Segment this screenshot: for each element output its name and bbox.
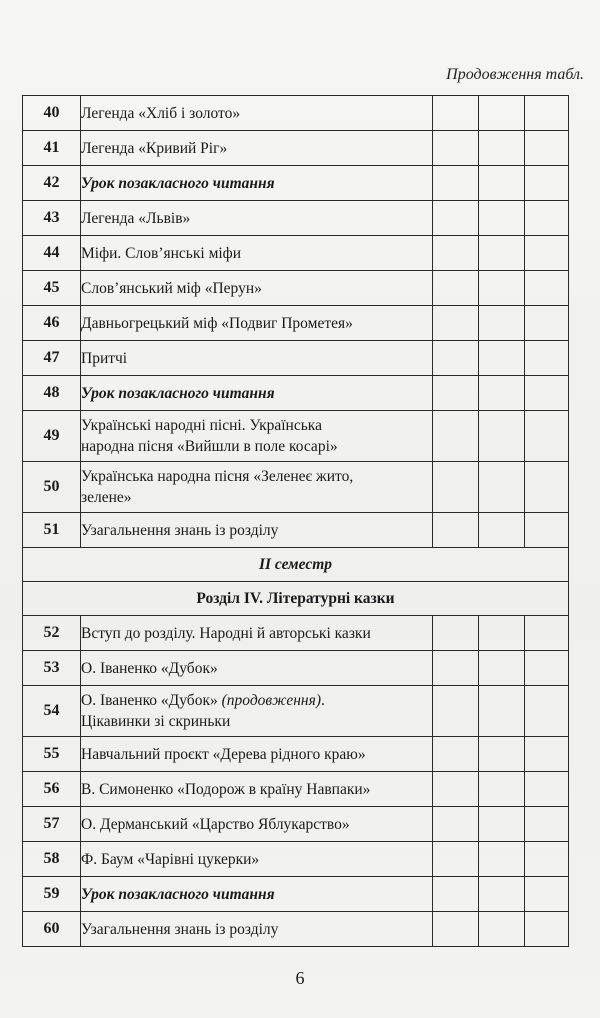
lesson-number: 53 bbox=[23, 651, 81, 686]
lesson-number: 49 bbox=[23, 411, 81, 462]
table-row bbox=[23, 306, 569, 341]
empty-cell bbox=[525, 513, 569, 548]
empty-cell bbox=[433, 131, 479, 166]
empty-cell bbox=[433, 772, 479, 807]
empty-cell bbox=[525, 912, 569, 947]
empty-cell bbox=[433, 616, 479, 651]
lesson-number: 45 bbox=[23, 271, 81, 306]
empty-cell bbox=[433, 651, 479, 686]
empty-cell bbox=[479, 271, 525, 306]
topic-line: народна пісня «Вийшли в поле косарі» bbox=[81, 438, 338, 455]
lesson-topic: Легенда «Львів» bbox=[81, 201, 433, 236]
empty-cell bbox=[479, 807, 525, 842]
empty-cell bbox=[479, 166, 525, 201]
topic-line: Цікавинки зі скриньки bbox=[81, 713, 231, 730]
empty-cell bbox=[479, 306, 525, 341]
empty-cell bbox=[525, 772, 569, 807]
lesson-number: 51 bbox=[23, 513, 81, 548]
lesson-topic: Давньогрецький міф «Подвиг Прометея» bbox=[81, 306, 433, 341]
empty-cell bbox=[525, 842, 569, 877]
empty-cell bbox=[479, 236, 525, 271]
empty-cell bbox=[433, 236, 479, 271]
lesson-number: 43 bbox=[23, 201, 81, 236]
table-row bbox=[23, 686, 569, 737]
empty-cell bbox=[525, 166, 569, 201]
empty-cell bbox=[479, 877, 525, 912]
empty-cell bbox=[433, 411, 479, 462]
section-row bbox=[23, 582, 569, 616]
empty-cell bbox=[433, 271, 479, 306]
empty-cell bbox=[479, 842, 525, 877]
lesson-number: 54 bbox=[23, 686, 81, 737]
lesson-number: 47 bbox=[23, 341, 81, 376]
lesson-topic: Легенда «Кривий Ріг» bbox=[81, 131, 433, 166]
empty-cell bbox=[433, 341, 479, 376]
lesson-number: 52 bbox=[23, 616, 81, 651]
lesson-number: 55 bbox=[23, 737, 81, 772]
empty-cell bbox=[433, 96, 479, 131]
empty-cell bbox=[525, 96, 569, 131]
empty-cell bbox=[479, 96, 525, 131]
empty-cell bbox=[433, 166, 479, 201]
lesson-number: 58 bbox=[23, 842, 81, 877]
lesson-number: 44 bbox=[23, 236, 81, 271]
empty-cell bbox=[525, 411, 569, 462]
lesson-topic: Притчі bbox=[81, 341, 433, 376]
empty-cell bbox=[433, 737, 479, 772]
lesson-number: 46 bbox=[23, 306, 81, 341]
empty-cell bbox=[525, 462, 569, 513]
lesson-number: 57 bbox=[23, 807, 81, 842]
table-row bbox=[23, 236, 569, 271]
lesson-topic bbox=[81, 462, 433, 513]
page-number: 6 bbox=[295, 968, 305, 988]
empty-cell bbox=[433, 686, 479, 737]
empty-cell bbox=[433, 376, 479, 411]
lesson-topic: Урок позакласного читання bbox=[81, 877, 433, 912]
empty-cell bbox=[525, 306, 569, 341]
lesson-topic: Навчальний проєкт «Дерева рідного краю» bbox=[81, 737, 433, 772]
lesson-topic: Слов’янський міф «Перун» bbox=[81, 271, 433, 306]
empty-cell bbox=[525, 341, 569, 376]
lesson-number: 60 bbox=[23, 912, 81, 947]
table-row bbox=[23, 513, 569, 548]
topic-line: Українська народна пісня «Зеленеє жито, bbox=[81, 468, 354, 485]
empty-cell bbox=[525, 651, 569, 686]
empty-cell bbox=[525, 877, 569, 912]
topic-line: зелене» bbox=[81, 489, 132, 506]
empty-cell bbox=[525, 131, 569, 166]
empty-cell bbox=[525, 686, 569, 737]
empty-cell bbox=[479, 462, 525, 513]
empty-cell bbox=[433, 462, 479, 513]
lesson-topic: Урок позакласного читання bbox=[81, 166, 433, 201]
lesson-number: 59 bbox=[23, 877, 81, 912]
topic-continuation-note: (продовження) bbox=[221, 692, 321, 709]
empty-cell bbox=[525, 807, 569, 842]
empty-cell bbox=[479, 131, 525, 166]
lesson-number: 40 bbox=[23, 96, 81, 131]
topic-text: О. Іваненко «Дубок» bbox=[81, 692, 222, 709]
section-heading: Розділ IV. Літературні казки bbox=[23, 582, 569, 616]
topic-punct: . bbox=[320, 692, 325, 709]
topic-line: Українські народні пісні. Українська bbox=[81, 417, 322, 434]
lesson-plan-table bbox=[22, 95, 569, 947]
table-row bbox=[23, 166, 569, 201]
empty-cell bbox=[479, 513, 525, 548]
empty-cell bbox=[433, 306, 479, 341]
lesson-topic: Урок позакласного читання bbox=[81, 376, 433, 411]
continuation-note: Продовження табл. bbox=[446, 66, 584, 83]
lesson-number: 48 bbox=[23, 376, 81, 411]
empty-cell bbox=[433, 807, 479, 842]
empty-cell bbox=[479, 616, 525, 651]
table-row bbox=[23, 462, 569, 513]
empty-cell bbox=[479, 376, 525, 411]
lesson-topic: Узагальнення знань із розділу bbox=[81, 912, 433, 947]
empty-cell bbox=[479, 737, 525, 772]
empty-cell bbox=[479, 341, 525, 376]
lesson-topic bbox=[81, 686, 433, 737]
lesson-topic: Ф. Баум «Чарівні цукерки» bbox=[81, 842, 433, 877]
empty-cell bbox=[525, 616, 569, 651]
lesson-topic: Міфи. Слов’янські міфи bbox=[81, 236, 433, 271]
lesson-number: 41 bbox=[23, 131, 81, 166]
semester-row bbox=[23, 548, 569, 582]
table-row bbox=[23, 96, 569, 131]
lesson-number: 42 bbox=[23, 166, 81, 201]
table-row bbox=[23, 376, 569, 411]
empty-cell bbox=[525, 236, 569, 271]
lesson-topic: Вступ до розділу. Народні й авторські казки bbox=[81, 616, 433, 651]
empty-cell bbox=[433, 842, 479, 877]
empty-cell bbox=[479, 686, 525, 737]
empty-cell bbox=[433, 513, 479, 548]
lesson-number: 56 bbox=[23, 772, 81, 807]
table-row bbox=[23, 877, 569, 912]
lesson-number: 50 bbox=[23, 462, 81, 513]
table-row bbox=[23, 616, 569, 651]
table-row bbox=[23, 807, 569, 842]
lesson-topic: О. Дерманський «Царство Яблукарство» bbox=[81, 807, 433, 842]
empty-cell bbox=[525, 271, 569, 306]
empty-cell bbox=[525, 737, 569, 772]
table-row bbox=[23, 842, 569, 877]
table-row bbox=[23, 131, 569, 166]
table-row bbox=[23, 341, 569, 376]
empty-cell bbox=[433, 877, 479, 912]
lesson-topic: О. Іваненко «Дубок» bbox=[81, 651, 433, 686]
empty-cell bbox=[479, 201, 525, 236]
lesson-topic: Узагальнення знань із розділу bbox=[81, 513, 433, 548]
empty-cell bbox=[525, 201, 569, 236]
table-row bbox=[23, 737, 569, 772]
empty-cell bbox=[479, 651, 525, 686]
table-row bbox=[23, 912, 569, 947]
empty-cell bbox=[479, 411, 525, 462]
lesson-topic bbox=[81, 411, 433, 462]
semester-heading: ІІ семестр bbox=[23, 548, 569, 582]
lesson-topic: В. Симоненко «Подорож в країну Навпаки» bbox=[81, 772, 433, 807]
empty-cell bbox=[479, 912, 525, 947]
table-row bbox=[23, 411, 569, 462]
table-row bbox=[23, 772, 569, 807]
empty-cell bbox=[525, 376, 569, 411]
empty-cell bbox=[433, 912, 479, 947]
empty-cell bbox=[433, 201, 479, 236]
table-row bbox=[23, 651, 569, 686]
table-row bbox=[23, 271, 569, 306]
empty-cell bbox=[479, 772, 525, 807]
lesson-topic: Легенда «Хліб і золото» bbox=[81, 96, 433, 131]
table-row bbox=[23, 201, 569, 236]
